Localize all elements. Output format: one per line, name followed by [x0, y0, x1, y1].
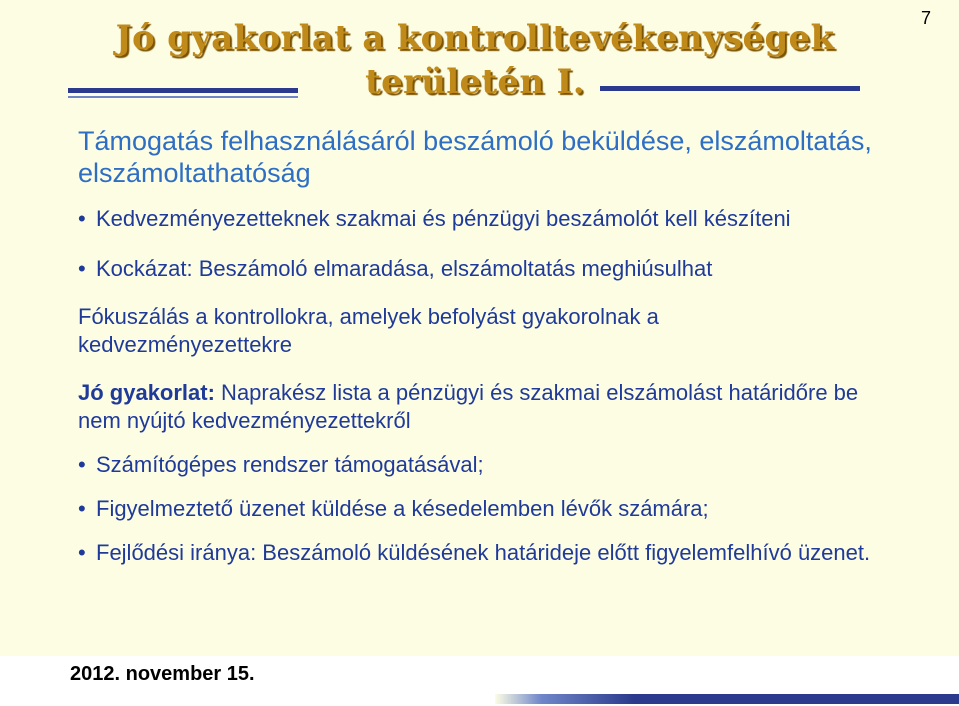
paragraph: Fókuszálás a kontrollokra, amelyek befolyást gyakorolnak a kedvezményezettekre — [78, 304, 659, 357]
good-practice-paragraph — [78, 379, 878, 435]
section-heading: Támogatás felhasználásáról beszámoló beküldése, elszámoltatás, elszámoltathatóság — [78, 126, 872, 188]
slide-content — [78, 125, 878, 567]
good-practice-text: Naprakész lista a pénzügyi és szakmai elszámolást határidőre be nem nyújtó kedvezményezettekről — [78, 380, 859, 433]
bullet-item: • Kockázat: Beszámoló elmaradása, elszámoltatás meghiúsulhat — [78, 255, 878, 283]
footer-date: 2012. november 15. — [70, 663, 255, 685]
bullet-item: • Fejlődési iránya: Beszámoló küldésének határideje előtt figyelemfelhívó üzenet. — [78, 539, 878, 567]
page-number: 7 — [920, 8, 931, 28]
bullet-item: • Kedvezményezetteknek szakmai és pénzügyi beszámolót kell készíteni — [78, 205, 878, 233]
title-underline-left-thin — [68, 96, 298, 98]
good-practice-label: Jó gyakorlat: — [78, 380, 215, 405]
title-underline-left — [68, 88, 298, 93]
bullet-item: • Számítógépes rendszer támogatásával; — [78, 451, 878, 479]
slide-title: Jó gyakorlat a kontrolltevékenységek területén I. — [115, 18, 835, 102]
footer-decor-bar — [495, 694, 959, 704]
title-underline-right — [600, 86, 860, 91]
bullet-item: • Figyelmeztető üzenet küldése a késedelemben lévők számára; — [78, 495, 878, 523]
